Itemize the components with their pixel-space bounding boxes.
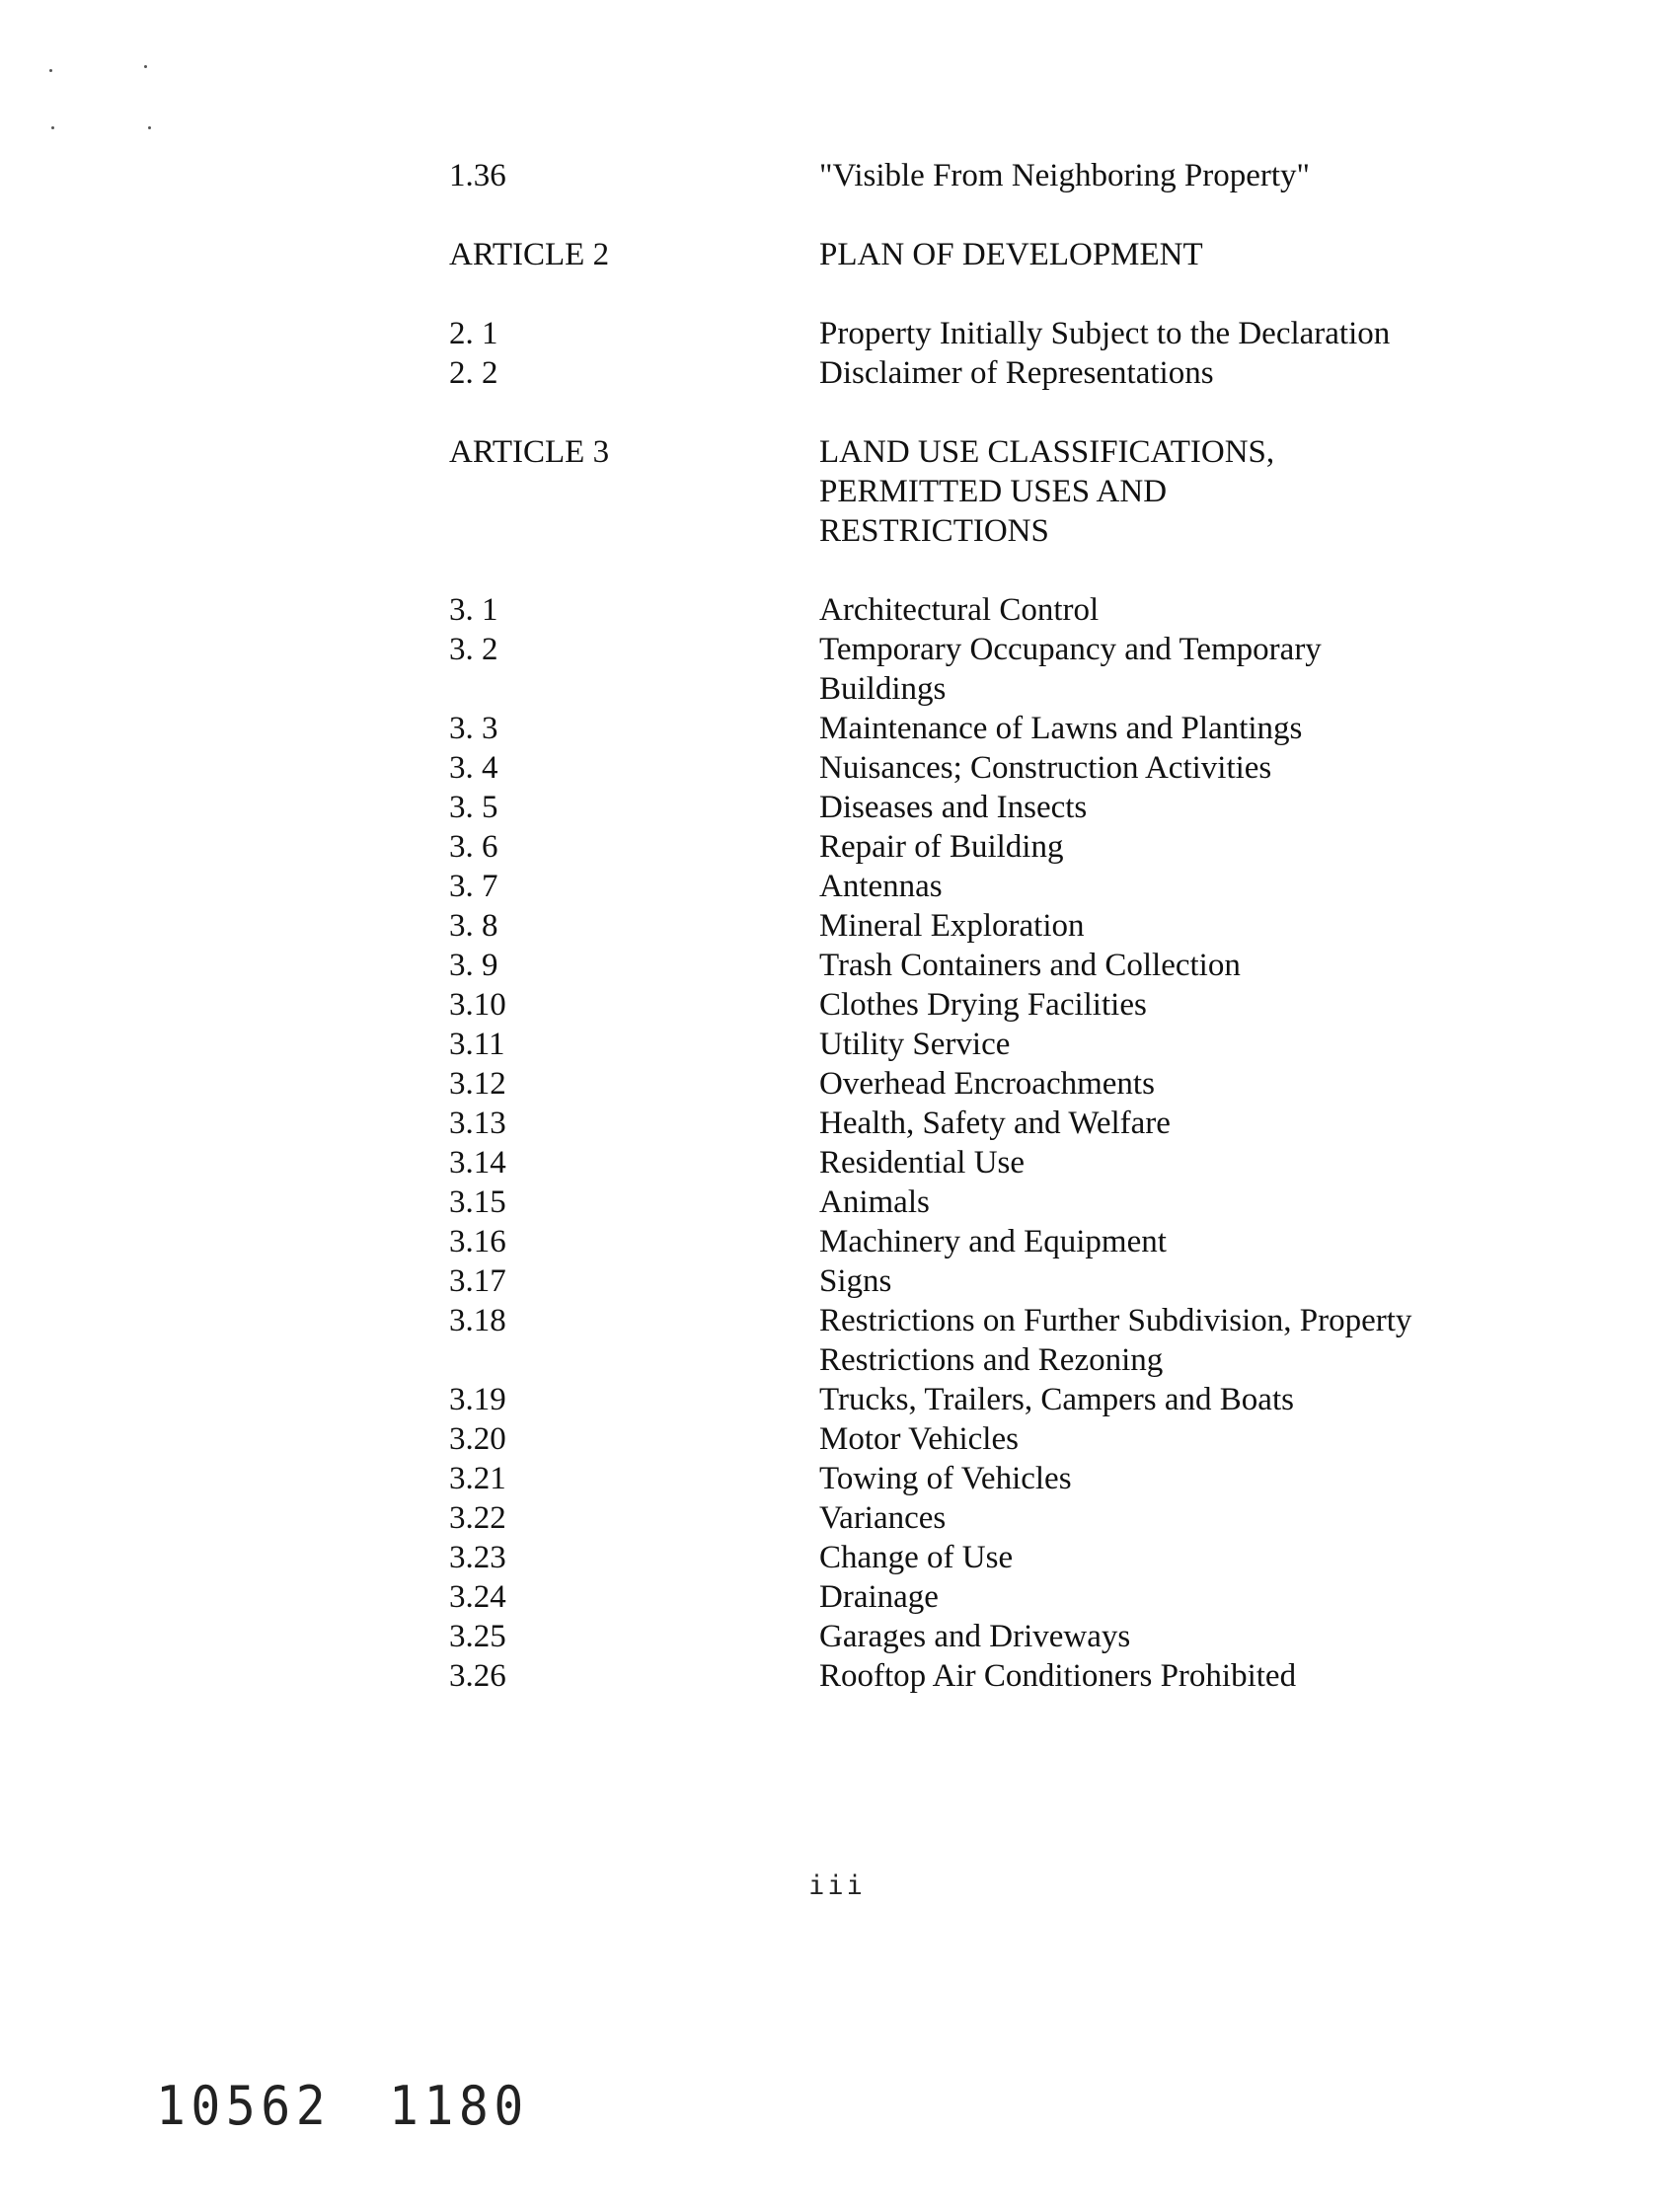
toc-title: Property Initially Subject to the Declaration xyxy=(819,316,1391,351)
toc-number: 3. 2 xyxy=(449,632,498,667)
toc-title: Health, Safety and Welfare xyxy=(819,1106,1171,1141)
toc-title: Garages and Driveways xyxy=(819,1619,1131,1654)
toc-row xyxy=(449,1182,1535,1222)
toc-title: Change of Use xyxy=(819,1540,1014,1575)
toc-row xyxy=(449,1301,1535,1380)
toc-title: Clothes Drying Facilities xyxy=(819,987,1147,1023)
toc-number: 3. 1 xyxy=(449,592,498,628)
toc-title: Overhead Encroachments xyxy=(819,1066,1155,1102)
toc-number: 3. 4 xyxy=(449,750,498,786)
scan-speck xyxy=(148,126,151,129)
toc-row xyxy=(449,1064,1535,1104)
toc-number: 3.21 xyxy=(449,1461,506,1496)
toc-title: Animals xyxy=(819,1184,930,1220)
toc-title: LAND USE CLASSIFICATIONS, PERMITTED USES AND RESTRICTIONS xyxy=(819,434,1275,549)
toc-number: 3. 5 xyxy=(449,790,498,825)
toc-row xyxy=(449,1143,1535,1182)
toc-number: 3.23 xyxy=(449,1540,506,1575)
toc-title: Temporary Occupancy and Temporary Buildings xyxy=(819,632,1322,707)
toc-title: Diseases and Insects xyxy=(819,790,1088,825)
toc-row xyxy=(449,946,1535,985)
toc-row xyxy=(449,1025,1535,1064)
toc-title: Variances xyxy=(819,1500,947,1536)
toc-row xyxy=(449,1459,1535,1498)
toc-number: 3.22 xyxy=(449,1500,506,1536)
toc-number: 3. 8 xyxy=(449,908,498,944)
toc-title: Residential Use xyxy=(819,1145,1026,1181)
toc-title: Trucks, Trailers, Campers and Boats xyxy=(819,1382,1294,1417)
toc-title: Utility Service xyxy=(819,1027,1011,1062)
toc-number: 3.25 xyxy=(449,1619,506,1654)
toc-title: Architectural Control xyxy=(819,592,1100,628)
toc-number: 3.15 xyxy=(449,1184,506,1220)
toc-row xyxy=(449,788,1535,827)
toc-number: 3.11 xyxy=(449,1027,505,1062)
toc-row xyxy=(449,1617,1535,1656)
toc-row xyxy=(449,906,1535,946)
toc-row xyxy=(449,1656,1535,1696)
toc-title: Drainage xyxy=(819,1579,939,1615)
toc-row xyxy=(449,985,1535,1025)
toc-number: 3.18 xyxy=(449,1303,506,1338)
toc-title: Disclaimer of Representations xyxy=(819,355,1214,391)
toc-number: ARTICLE 3 xyxy=(449,434,610,470)
toc-number: 3.12 xyxy=(449,1066,506,1102)
toc-row xyxy=(449,590,1535,630)
toc-title: Antennas xyxy=(819,869,943,904)
toc-number: 1.36 xyxy=(449,158,506,193)
stamp-page-number: 1180 xyxy=(389,2075,529,2137)
toc-row xyxy=(449,827,1535,867)
stamp-book-number: 10562 xyxy=(156,2075,332,2137)
toc-row xyxy=(449,1261,1535,1301)
toc-row xyxy=(449,1380,1535,1419)
toc-number: 3.13 xyxy=(449,1106,506,1141)
toc-title: PLAN OF DEVELOPMENT xyxy=(819,237,1203,272)
toc-number: 3. 9 xyxy=(449,948,498,983)
toc-number: 3. 6 xyxy=(449,829,498,865)
toc-row xyxy=(449,1577,1535,1617)
toc-title: Mineral Exploration xyxy=(819,908,1085,944)
toc-row xyxy=(449,1104,1535,1143)
toc-row xyxy=(449,748,1535,788)
toc-title: Motor Vehicles xyxy=(819,1421,1019,1457)
toc-number: 3. 7 xyxy=(449,869,498,904)
toc-number: 3.10 xyxy=(449,987,506,1023)
toc-row xyxy=(449,1222,1535,1261)
toc-article-heading xyxy=(449,432,1535,551)
toc-title: Machinery and Equipment xyxy=(819,1224,1167,1259)
toc-title: Rooftop Air Conditioners Prohibited xyxy=(819,1658,1297,1694)
toc-number: 3.14 xyxy=(449,1145,506,1181)
toc-number: 2. 1 xyxy=(449,316,498,351)
toc-number: 3.16 xyxy=(449,1224,506,1259)
scan-speck xyxy=(49,69,52,72)
toc-row xyxy=(449,353,1535,393)
scan-speck xyxy=(144,65,147,68)
toc-number: 3. 3 xyxy=(449,711,498,746)
toc-row xyxy=(449,1419,1535,1459)
toc-title: Nuisances; Construction Activities xyxy=(819,750,1272,786)
toc-row xyxy=(449,1498,1535,1538)
toc-title: Signs xyxy=(819,1263,892,1299)
toc-number: 3.20 xyxy=(449,1421,506,1457)
toc-number: ARTICLE 2 xyxy=(449,237,610,272)
toc-number: 3.19 xyxy=(449,1382,506,1417)
toc-title: Trash Containers and Collection xyxy=(819,948,1241,983)
toc-title: Maintenance of Lawns and Plantings xyxy=(819,711,1303,746)
toc-title: Restrictions on Further Subdivision, Property Restrictions and Rezoning xyxy=(819,1303,1412,1378)
toc-row xyxy=(449,867,1535,906)
toc-row xyxy=(449,314,1535,353)
toc-article-heading xyxy=(449,235,1535,274)
toc-number: 3.26 xyxy=(449,1658,506,1694)
toc-title: Towing of Vehicles xyxy=(819,1461,1072,1496)
page-number: iii xyxy=(808,1870,866,1901)
table-of-contents xyxy=(449,156,1535,1696)
toc-number: 3.17 xyxy=(449,1263,506,1299)
scan-speck xyxy=(51,126,54,129)
toc-row xyxy=(449,709,1535,748)
toc-row xyxy=(449,156,1535,195)
toc-title: "Visible From Neighboring Property" xyxy=(819,158,1310,193)
toc-row xyxy=(449,630,1535,709)
recording-stamp xyxy=(156,2075,529,2137)
toc-row xyxy=(449,1538,1535,1577)
toc-number: 3.24 xyxy=(449,1579,506,1615)
toc-title: Repair of Building xyxy=(819,829,1064,865)
toc-number: 2. 2 xyxy=(449,355,498,391)
